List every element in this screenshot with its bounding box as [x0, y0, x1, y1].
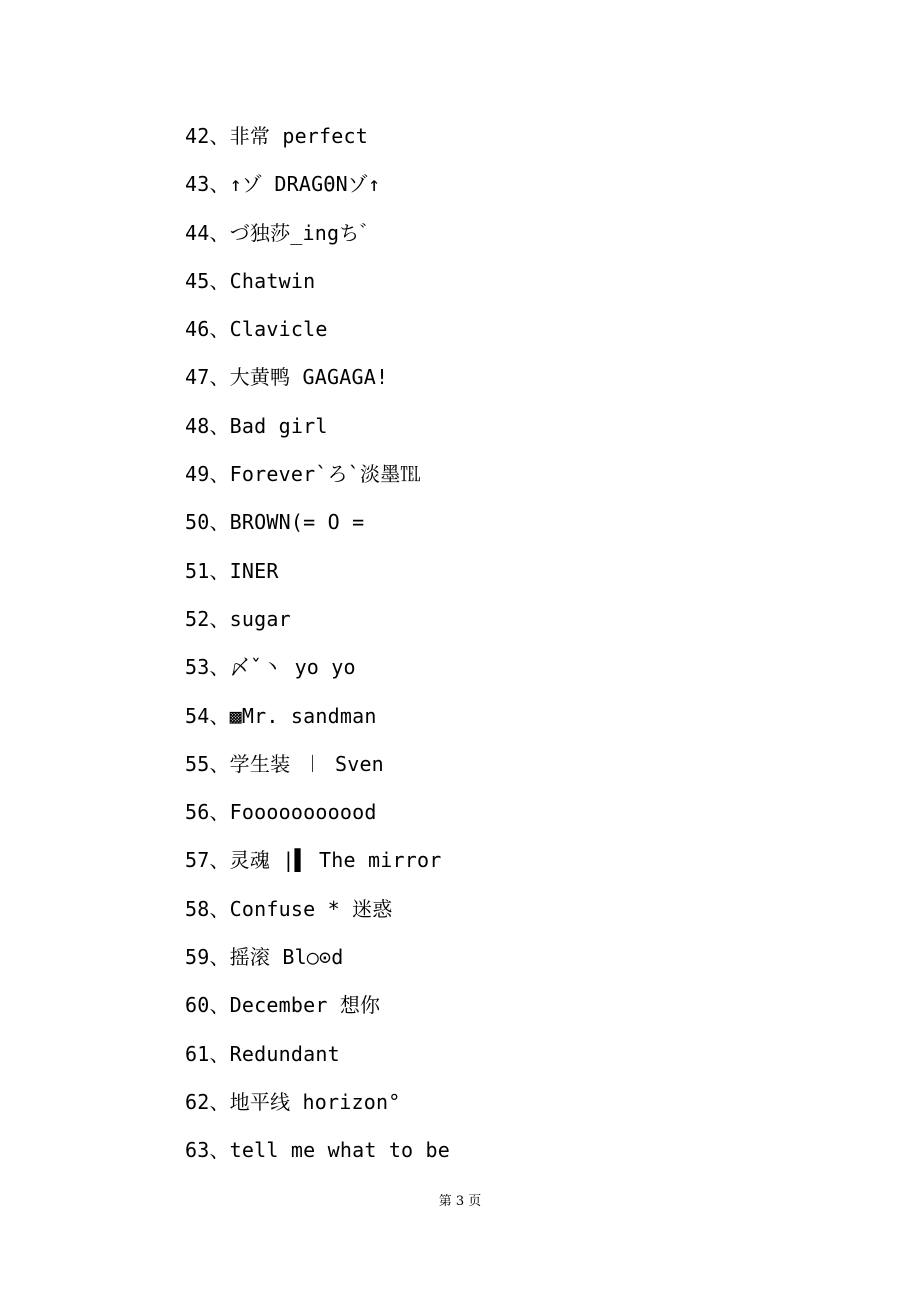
list-item: 55、学生装 ︱ Sven — [185, 751, 384, 776]
list-item: 52、sugar — [185, 606, 291, 631]
list-item: 59、摇滚 Bl○⊙d — [185, 945, 344, 970]
list-item: 62、地平线 horizon° — [185, 1089, 401, 1114]
list-item: 61、Redundant — [185, 1041, 340, 1066]
list-item: 44、づ独莎_ingち゛ — [185, 220, 380, 245]
list-item: 43、↑ゾ DRAGΘNゾ↑ — [185, 172, 381, 197]
list-item: 63、tell me what to be — [185, 1138, 451, 1163]
list-item: 54、▩Mr. sandman — [185, 703, 377, 728]
list-item: 48、Bad girl — [185, 413, 328, 438]
list-item: 47、大黄鸭 GAGAGA! — [185, 365, 389, 390]
list-item: 51、INER — [185, 558, 279, 583]
list-item: 53、〆ˇ丶 yo yo — [185, 655, 356, 680]
page-number: 第 3 页 — [438, 1194, 482, 1209]
list-item: 42、非常 perfect — [185, 124, 369, 148]
list-item: 56、Fooooooooood — [185, 800, 377, 825]
list-item: 60、December 想你 — [185, 993, 381, 1018]
list-item: 46、Clavicle — [185, 317, 328, 342]
list-item: 49、Forever`ろ`淡墨℡ — [185, 462, 421, 487]
nickname-list — [185, 119, 450, 1182]
list-item: 50、BROWN(= O = — [185, 510, 365, 535]
list-item: 57、灵魂 |▌ The mirror — [185, 848, 442, 873]
list-item: 45、Chatwin — [185, 268, 316, 293]
list-item: 58、Confuse * 迷惑 — [185, 896, 393, 921]
